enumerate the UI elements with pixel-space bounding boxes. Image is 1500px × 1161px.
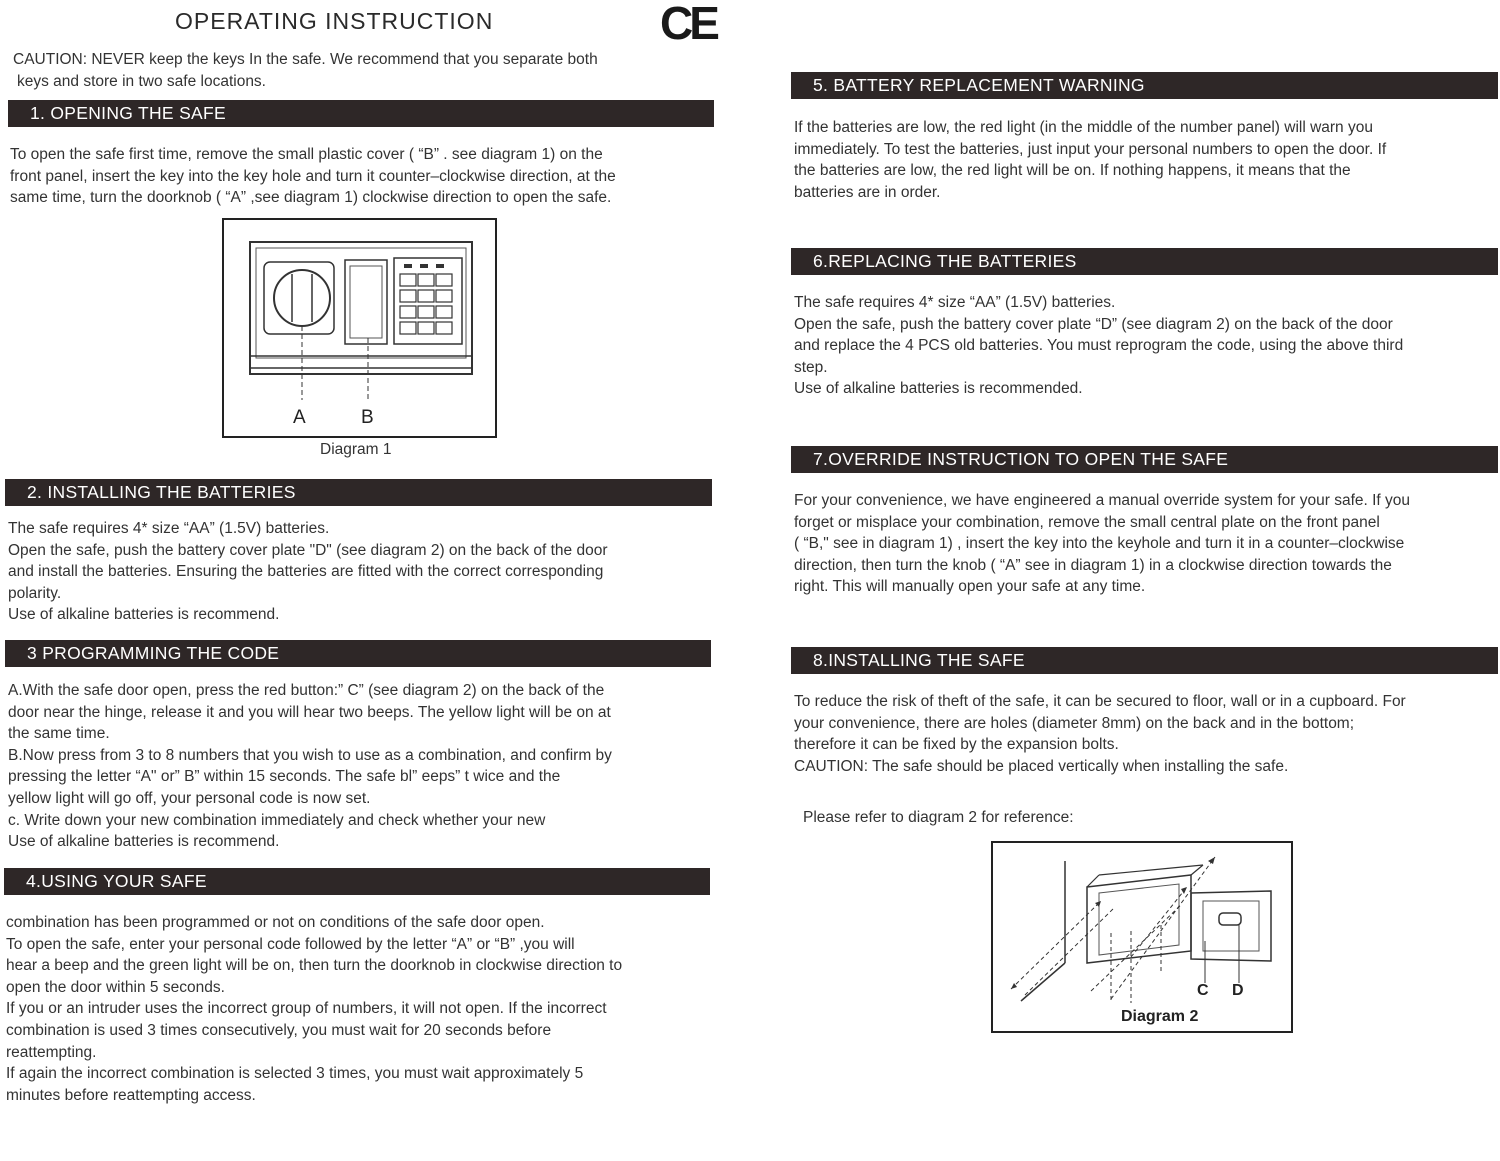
section-6-heading: 6.REPLACING THE BATTERIES bbox=[791, 248, 1498, 275]
section-2-heading: 2. INSTALLING THE BATTERIES bbox=[5, 479, 712, 506]
body-line: door near the hinge, release it and you will hear two beeps. The yellow light will be on at bbox=[8, 703, 611, 721]
body-line: The safe requires 4* size “AA” (1.5V) batteries. bbox=[794, 294, 1116, 311]
body-line: open the door within 5 seconds. bbox=[6, 978, 225, 996]
body-line: the batteries are low, the red light will be on. If nothing happens, it means that the bbox=[794, 162, 1351, 180]
caution-line: CAUTION: NEVER keep the keys In the safe. We recommend that you separate both bbox=[13, 51, 598, 68]
section-3-heading: 3 PROGRAMMING THE CODE bbox=[5, 640, 711, 667]
body-line: front panel, insert the key into the key hole and turn it counter–clockwise direction, at the bbox=[10, 167, 616, 185]
body-line: Use of alkaline batteries is recommended. bbox=[794, 380, 1083, 398]
body-line: The safe requires 4* size “AA” (1.5V) batteries. bbox=[8, 520, 330, 537]
section-2-body bbox=[8, 518, 608, 626]
section-3-body bbox=[8, 680, 612, 853]
body-line: To reduce the risk of theft of the safe, it can be secured to floor, wall or in a cupboard. For bbox=[794, 693, 1406, 710]
section-5-body bbox=[794, 117, 1386, 203]
caution-note bbox=[13, 49, 598, 92]
body-line: hear a beep and the green light will be on, then turn the doorknob in clockwise direction to bbox=[6, 957, 623, 975]
body-line: your convenience, there are holes (diameter 8mm) on the back and in the bottom; bbox=[794, 714, 1355, 732]
ce-mark: CE bbox=[660, 0, 716, 49]
section-8-heading: 8.INSTALLING THE SAFE bbox=[791, 647, 1498, 674]
body-line: CAUTION: The safe should be placed vertically when installing the safe. bbox=[794, 757, 1289, 775]
body-line: and install the batteries. Ensuring the batteries are fitted with the correct corresponding bbox=[8, 563, 604, 581]
body-line: c. Write down your new combination immediately and check whether your new bbox=[8, 811, 546, 829]
section-1-heading: 1. OPENING THE SAFE bbox=[8, 100, 714, 127]
section-5-heading: 5. BATTERY REPLACEMENT WARNING bbox=[791, 72, 1498, 99]
body-line: Use of alkaline batteries is recommend. bbox=[8, 833, 280, 851]
caution-line: keys and store in two safe locations. bbox=[17, 72, 266, 90]
body-line: minutes before reattempting access. bbox=[6, 1086, 256, 1104]
body-line: For your convenience, we have engineered a manual override system for your safe. If you bbox=[794, 492, 1411, 509]
body-line: reattempting. bbox=[6, 1043, 97, 1061]
body-line: combination is used 3 times consecutively, you must wait for 20 seconds before bbox=[6, 1021, 552, 1039]
body-line: same time, turn the doorknob ( “A” ,see diagram 1) clockwise direction to open the safe. bbox=[10, 189, 612, 207]
diagram-1-label-a: A bbox=[293, 407, 306, 428]
body-line: step. bbox=[794, 358, 828, 376]
page-title: OPERATING INSTRUCTION bbox=[175, 8, 494, 34]
section-8-body bbox=[794, 691, 1406, 777]
section-7-body bbox=[794, 490, 1410, 598]
body-line: If you or an intruder uses the incorrect group of numbers, it will not open. If the incorrect bbox=[6, 1000, 607, 1018]
body-line: ( “B," see in diagram 1) , insert the key into the keyhole and turn it in a counter–clockwise bbox=[794, 535, 1405, 553]
body-line: and replace the 4 PCS old batteries. You must reprogram the code, using the above third bbox=[794, 337, 1404, 355]
body-line: batteries are in order. bbox=[794, 183, 941, 201]
diagram-2-illustration bbox=[991, 841, 1294, 1034]
body-line: To open the safe first time, remove the small plastic cover ( “B” . see diagram 1) on the bbox=[10, 146, 603, 163]
body-line: Use of alkaline batteries is recommend. bbox=[8, 606, 280, 624]
body-line: direction, then turn the knob ( “A” see in diagram 1) in a clockwise direction towards the bbox=[794, 556, 1392, 574]
section-4-heading: 4.USING YOUR SAFE bbox=[4, 868, 710, 895]
diagram-1-caption: Diagram 1 bbox=[320, 441, 392, 458]
body-line: If the batteries are low, the red light (in the middle of the number panel) will warn you bbox=[794, 119, 1373, 136]
body-line: pressing the letter “A" or” B” within 15 seconds. The safe bl” eeps” t wice and the bbox=[8, 768, 561, 786]
body-line: polarity. bbox=[8, 584, 62, 602]
body-line: combination has been programmed or not on conditions of the safe door open. bbox=[6, 914, 545, 931]
section-1-body bbox=[10, 144, 616, 209]
diagram-1-label-b: B bbox=[361, 407, 374, 428]
body-line: right. This will manually open your safe at any time. bbox=[794, 578, 1146, 596]
section-4-body bbox=[6, 912, 622, 1106]
body-line: Open the safe, push the battery cover plate “D” (see diagram 2) on the back of the door bbox=[794, 315, 1393, 333]
body-line: the same time. bbox=[8, 725, 110, 743]
body-line: immediately. To test the batteries, just input your personal numbers to open the door. If bbox=[794, 140, 1387, 158]
body-line: Open the safe, push the battery cover plate "D" (see diagram 2) on the back of the door bbox=[8, 541, 608, 559]
body-line: yellow light will go off, your personal code is now set. bbox=[8, 789, 371, 807]
diagram-2-caption: Diagram 2 bbox=[1121, 1008, 1199, 1025]
body-line: forget or misplace your combination, remove the small central plate on the front panel bbox=[794, 513, 1380, 531]
reference-note: Please refer to diagram 2 for reference: bbox=[803, 809, 1074, 826]
diagram-2-label-d: D bbox=[1232, 982, 1244, 999]
body-line: A.With the safe door open, press the red button:” C” (see diagram 2) on the back of the bbox=[8, 682, 605, 699]
body-line: If again the incorrect combination is selected 3 times, you must wait approximately 5 bbox=[6, 1065, 584, 1083]
body-line: therefore it can be fixed by the expansion bolts. bbox=[794, 736, 1119, 754]
body-line: B.Now press from 3 to 8 numbers that you wish to use as a combination, and confirm by bbox=[8, 746, 612, 764]
diagram-1-illustration bbox=[222, 218, 498, 440]
section-6-body bbox=[794, 292, 1403, 400]
body-line: To open the safe, enter your personal code followed by the letter “A” or “B” ,you will bbox=[6, 935, 575, 953]
diagram-2-label-c: C bbox=[1197, 982, 1209, 999]
section-7-heading: 7.OVERRIDE INSTRUCTION TO OPEN THE SAFE bbox=[791, 446, 1498, 473]
